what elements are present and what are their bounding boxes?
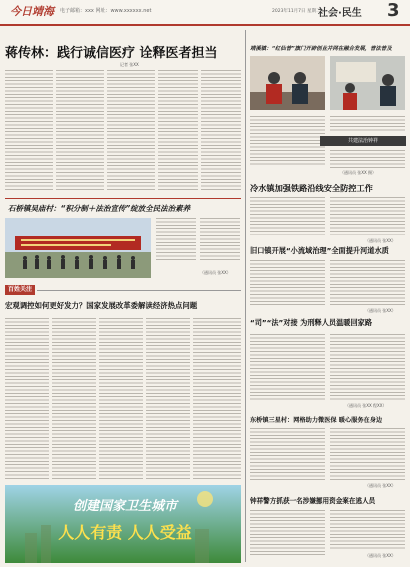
east-byline: （通讯员 张XX） — [365, 483, 396, 488]
village-event-photo — [5, 218, 151, 278]
east-body-col2 — [330, 428, 405, 480]
culture-top-rule — [5, 198, 241, 199]
cold-byline: （通讯员 张XX） — [365, 238, 396, 243]
banner-line-1: 创建国家卫生城市 — [72, 499, 177, 514]
culture-headline: 石桥镇吴庙村：“积分制＋法治宣传”绽放全民法治素养 — [8, 204, 191, 213]
vertical-body-col3 — [330, 150, 405, 168]
lead-body-col4 — [158, 70, 198, 192]
policy-body-col2 — [52, 318, 96, 480]
vertical-caption: （通讯员 张XX 摄） — [340, 170, 377, 175]
policy-body-col4 — [146, 318, 190, 480]
lead-headline: 蒋传林：践行诚信医疗 诠释医者担当 — [5, 46, 218, 61]
law-body-col2 — [330, 334, 405, 400]
culture-body-col2 — [200, 218, 240, 260]
lead-body-col2 — [56, 70, 104, 192]
east-body-col1 — [250, 428, 325, 480]
policy-body-col1 — [5, 318, 49, 480]
police-body-col2 — [330, 510, 405, 550]
law-body-col1 — [250, 334, 325, 400]
lead-byline: 记者 张XX — [120, 62, 139, 67]
column-divider — [245, 30, 246, 562]
section-tag: 百姓关注 — [5, 285, 35, 295]
police-headline: 钟祥警方抓获一名涉嫌挪用资金案在逃人员 — [250, 497, 376, 505]
lead-body-col3 — [107, 70, 155, 192]
outreach-photo — [330, 56, 405, 110]
lead-body-col1 — [5, 70, 53, 192]
cold-body-col2 — [330, 197, 405, 235]
section-title: 社会·民生 — [318, 8, 362, 19]
issue-date: 2023年11月7日 星期二 — [272, 9, 321, 14]
old-byline: （通讯员 张XX） — [365, 308, 396, 313]
masthead-meta: 电子邮箱：xxx 网址：www.xxxxxx.net — [60, 8, 152, 14]
old-body-col1 — [250, 260, 325, 306]
culture-body-col1 — [156, 218, 196, 260]
law-ribbon: 共建法治钟祥 — [320, 136, 406, 146]
banner-line-2: 人人有责 人人受益 — [58, 523, 192, 542]
tag-rule — [37, 290, 241, 291]
old-body-col2 — [330, 260, 405, 306]
vertical-body-col2 — [330, 116, 405, 132]
page-number: 3 — [387, 0, 400, 21]
vertical-body-col1 — [250, 116, 325, 166]
team-photo — [250, 56, 325, 110]
law-headline: “司”“法”对接 为刑释人员温暖回家路 — [250, 318, 373, 327]
police-byline: （通讯员 张XX） — [365, 553, 396, 558]
newspaper-logo: 今日靖海 — [10, 5, 54, 18]
lead-body-col5 — [201, 70, 241, 192]
policy-headline: 宏观调控如何更好发力？国家发展改革委解读经济热点问题 — [5, 301, 198, 310]
policy-body-col5 — [193, 318, 241, 480]
cold-body-col1 — [250, 197, 325, 235]
cold-headline: 冷水镇加强铁路沿线安全防控工作 — [250, 183, 373, 193]
culture-caption: （通讯员 张XX） — [200, 270, 231, 275]
policy-body-col3 — [99, 318, 143, 480]
east-headline: 东桥镇三星村：网格助力微医保 暖心服务在身边 — [250, 417, 383, 424]
vertical-headline: 靖溪镇：“红仙普”旗门开辟创业并网在融合发展，普法普及 — [250, 46, 392, 52]
old-headline: 旧口镇开展“小流域治理”全面提升河道水质 — [250, 246, 389, 255]
police-body-col1 — [250, 510, 325, 556]
law-byline: （通讯员 张XX 程XX） — [345, 403, 387, 408]
